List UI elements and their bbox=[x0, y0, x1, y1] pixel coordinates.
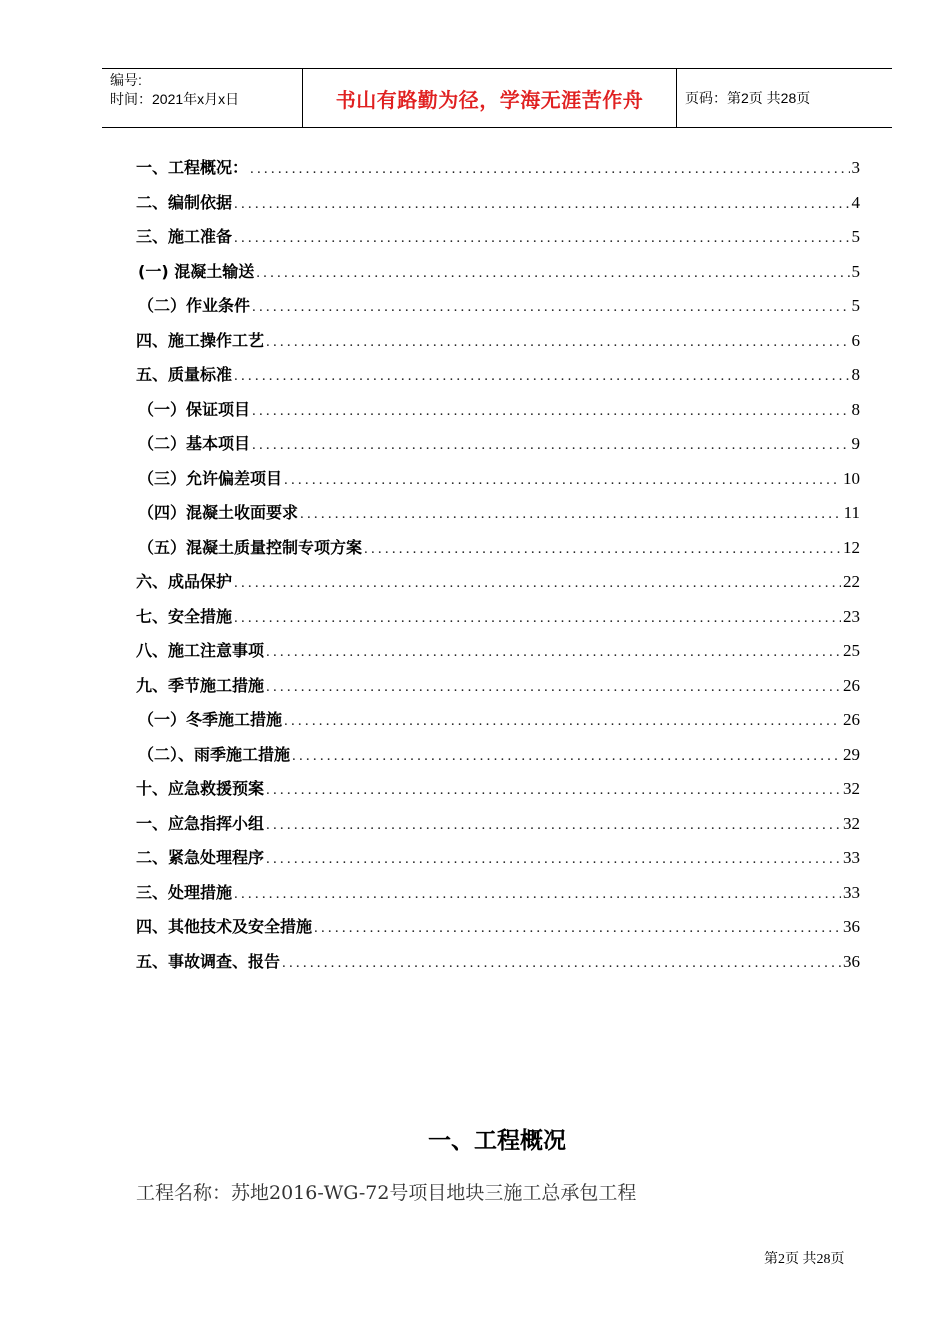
toc-entry[interactable] bbox=[136, 224, 860, 259]
toc-entry[interactable] bbox=[136, 949, 860, 984]
toc-leader-dots bbox=[266, 777, 841, 803]
toc-entry-title: 四、施工操作工艺 bbox=[136, 330, 265, 350]
toc-entry-page: 4 bbox=[851, 192, 860, 212]
toc-entry-page: 5 bbox=[851, 227, 860, 246]
toc-entry[interactable] bbox=[136, 190, 860, 225]
toc-entry-title: 十、应急救援预案 bbox=[136, 779, 265, 798]
toc-entry[interactable] bbox=[136, 742, 860, 777]
toc-entry[interactable] bbox=[136, 776, 860, 811]
page-header bbox=[102, 68, 892, 128]
toc-leader-dots bbox=[266, 329, 849, 355]
toc-leader-dots bbox=[234, 881, 841, 907]
toc-entry-title: （二）作业条件 bbox=[138, 296, 251, 315]
toc-entry-page: 6 bbox=[851, 330, 860, 350]
toc-leader-dots bbox=[364, 536, 841, 562]
toc-entry-title: 四、其他技术及安全措施 bbox=[136, 917, 313, 936]
toc-leader-dots bbox=[282, 950, 841, 976]
toc-entry-title: 八、施工注意事项 bbox=[136, 641, 265, 660]
toc-entry-page: 36 bbox=[843, 951, 860, 971]
toc-entry[interactable] bbox=[136, 845, 860, 880]
toc-entry-title: 一、工程概况： bbox=[136, 158, 249, 177]
toc-entry[interactable] bbox=[136, 362, 860, 397]
toc-entry-title: 二、编制依据 bbox=[136, 192, 233, 212]
toc-leader-dots bbox=[266, 846, 841, 872]
toc-entry[interactable] bbox=[136, 293, 860, 328]
toc-entry-title: （四）混凝土收面要求 bbox=[138, 503, 299, 522]
toc-entry-title: 五、事故调查、报告 bbox=[136, 951, 281, 971]
table-of-contents bbox=[136, 155, 860, 983]
toc-leader-dots bbox=[256, 260, 849, 286]
toc-entry[interactable] bbox=[136, 397, 860, 432]
section-heading: 一、工程概况 bbox=[428, 1128, 566, 1154]
page-footer: 第2页 共28页 bbox=[764, 1252, 845, 1267]
toc-entry-title: 二、紧急处理程序 bbox=[136, 848, 265, 867]
toc-leader-dots bbox=[234, 570, 841, 596]
toc-entry-page: 32 bbox=[843, 813, 860, 833]
toc-entry[interactable] bbox=[136, 673, 860, 708]
toc-entry-page: 25 bbox=[843, 641, 860, 660]
toc-entry-page: 5 bbox=[851, 296, 860, 315]
toc-entry-title: 九、季节施工措施 bbox=[136, 675, 265, 695]
toc-leader-dots bbox=[234, 363, 849, 389]
toc-entry-title: （三）允许偏差项目 bbox=[138, 468, 283, 488]
toc-entry[interactable] bbox=[136, 259, 860, 294]
toc-entry-title: （五）混凝土质量控制专项方案 bbox=[138, 537, 363, 557]
toc-leader-dots bbox=[234, 191, 849, 217]
toc-entry[interactable] bbox=[136, 466, 860, 501]
toc-leader-dots bbox=[252, 432, 849, 458]
toc-entry-page: 32 bbox=[843, 779, 860, 798]
toc-entry[interactable] bbox=[136, 604, 860, 639]
toc-entry-title: 三、处理措施 bbox=[136, 882, 233, 902]
toc-entry-page: 22 bbox=[843, 572, 860, 591]
header-page-info: 页码：第2页 共28页 bbox=[685, 90, 811, 106]
header-motto: 书山有路勤为径，学海无涯苦作舟 bbox=[303, 69, 677, 127]
toc-entry[interactable] bbox=[136, 880, 860, 915]
toc-leader-dots bbox=[266, 639, 841, 665]
toc-entry-page: 3 bbox=[851, 158, 860, 177]
toc-entry[interactable] bbox=[136, 569, 860, 604]
toc-leader-dots bbox=[266, 674, 841, 700]
toc-entry-title: （一）冬季施工措施 bbox=[138, 710, 283, 729]
toc-entry-page: 26 bbox=[843, 710, 860, 729]
toc-entry[interactable] bbox=[136, 500, 860, 535]
toc-entry-page: 23 bbox=[843, 606, 860, 626]
toc-leader-dots bbox=[284, 467, 841, 493]
toc-entry-title: 五、质量标准 bbox=[136, 365, 233, 384]
number-label: 编号: bbox=[110, 72, 142, 88]
toc-entry-page: 33 bbox=[843, 848, 860, 867]
toc-entry-page: 8 bbox=[851, 399, 860, 419]
toc-entry-page: 8 bbox=[851, 365, 860, 384]
toc-leader-dots bbox=[252, 398, 849, 424]
toc-leader-dots bbox=[314, 915, 841, 941]
toc-entry[interactable] bbox=[136, 431, 860, 466]
toc-entry-page: 10 bbox=[843, 468, 860, 488]
toc-leader-dots bbox=[234, 605, 841, 631]
toc-leader-dots bbox=[234, 225, 849, 251]
toc-leader-dots bbox=[252, 294, 849, 320]
toc-entry-title: （二）基本项目 bbox=[138, 434, 251, 453]
toc-entry-title: 六、成品保护 bbox=[136, 572, 233, 591]
toc-entry[interactable] bbox=[136, 707, 860, 742]
toc-entry-page: 33 bbox=[843, 882, 860, 902]
toc-entry[interactable] bbox=[136, 535, 860, 570]
toc-entry[interactable] bbox=[136, 638, 860, 673]
toc-entry-title: (一) 混凝土输送 bbox=[138, 261, 255, 281]
toc-leader-dots bbox=[266, 812, 841, 838]
toc-entry-title: 一、应急指挥小组 bbox=[136, 813, 265, 833]
toc-entry-page: 12 bbox=[843, 537, 860, 557]
project-name-line: 工程名称：苏地2016-WG-72号项目地块三施工总承包工程 bbox=[136, 1182, 637, 1204]
toc-entry-page: 5 bbox=[851, 261, 860, 281]
header-meta bbox=[102, 69, 303, 127]
toc-leader-dots bbox=[284, 708, 841, 734]
toc-entry-title: （一）保证项目 bbox=[138, 399, 251, 419]
toc-entry[interactable] bbox=[136, 811, 860, 846]
toc-entry-page: 29 bbox=[843, 744, 860, 764]
toc-entry[interactable] bbox=[136, 155, 860, 190]
toc-entry-page: 26 bbox=[843, 675, 860, 695]
date-label: 时间：2021年x月x日 bbox=[110, 91, 240, 107]
toc-entry-title: 三、施工准备 bbox=[136, 227, 233, 246]
toc-entry[interactable] bbox=[136, 328, 860, 363]
toc-entry-title: 七、安全措施 bbox=[136, 606, 233, 626]
toc-leader-dots bbox=[292, 743, 841, 769]
toc-entry-title: （二）、雨季施工措施 bbox=[138, 744, 291, 764]
toc-entry[interactable] bbox=[136, 914, 860, 949]
toc-entry-page: 11 bbox=[843, 503, 860, 522]
toc-leader-dots bbox=[300, 501, 842, 527]
toc-leader-dots bbox=[250, 156, 849, 182]
toc-entry-page: 9 bbox=[851, 434, 860, 453]
toc-entry-page: 36 bbox=[843, 917, 860, 936]
